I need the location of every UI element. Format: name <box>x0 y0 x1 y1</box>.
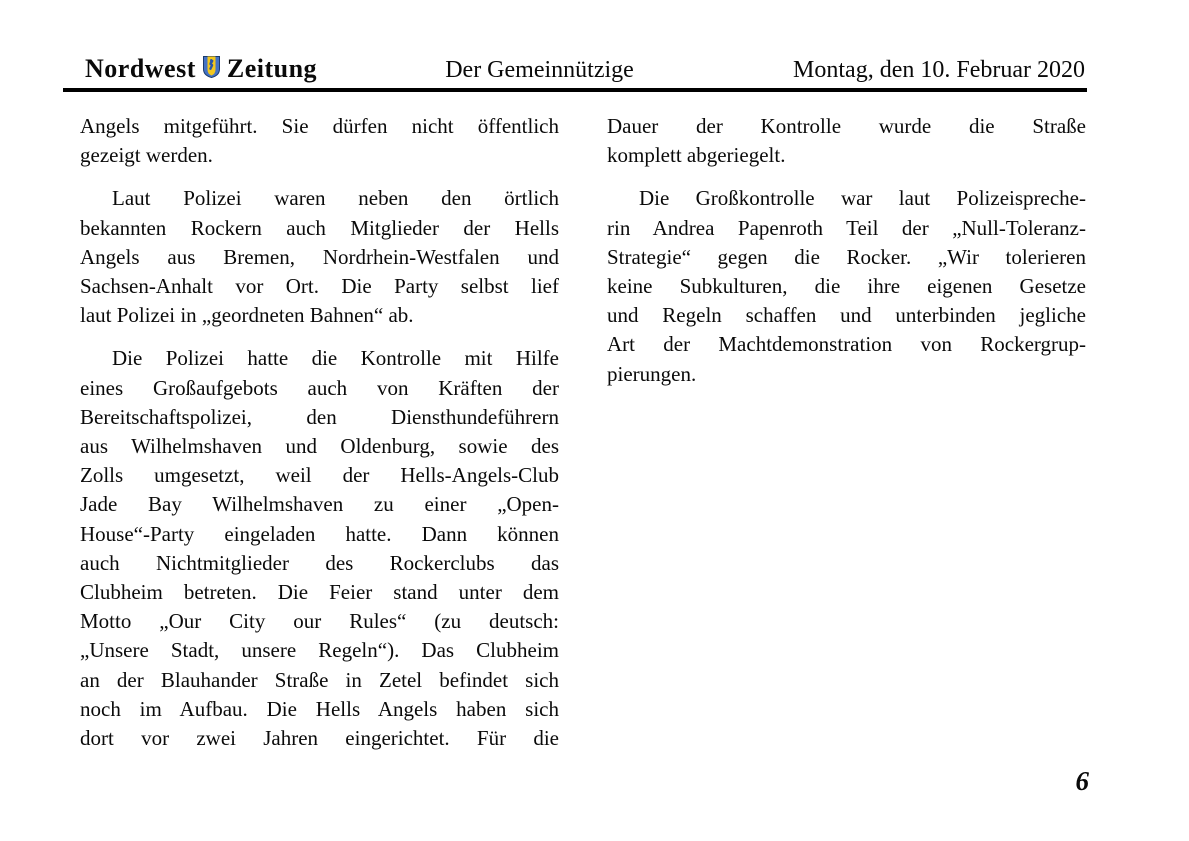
text-line: House“-Party eingeladen hatte. Dann können <box>80 521 559 546</box>
masthead-name-right: Zeitung <box>226 54 318 83</box>
text-line: Angels mitgeführt. Sie dürfen nicht öffentlich <box>80 114 559 138</box>
paragraph <box>80 112 559 170</box>
paragraph <box>607 184 1086 388</box>
article-columns <box>80 112 1086 767</box>
text-line: Jade Bay Wilhelmshaven zu einer „Open- <box>80 492 559 517</box>
text-line: noch im Aufbau. Die Hells Angels haben sich <box>80 696 559 721</box>
text-line: Sachsen-Anhalt vor Ort. Die Party selbst lief <box>80 274 559 299</box>
header-date: Montag, den 10. Februar 2020 <box>793 57 1085 83</box>
paragraph <box>80 184 559 330</box>
paragraph <box>607 112 1086 170</box>
text-line: aus Wilhelmshaven und Oldenburg, sowie des <box>80 434 559 459</box>
text-line: Zolls umgesetzt, weil der Hells-Angels-Club <box>80 463 559 488</box>
text-line: Die Großkontrolle war laut Polizeispreche- <box>639 186 1086 211</box>
text-line: Dauer der Kontrolle wurde die Straße <box>607 114 1086 138</box>
text-line: Strategie“ gegen die Rocker. „Wir tolerieren <box>607 244 1086 269</box>
article-column-left <box>80 112 559 767</box>
text-line: an der Blauhander Straße in Zetel befindet sich <box>80 667 559 692</box>
text-line: keine Subkulturen, die ihre eigenen Gesetze <box>607 274 1086 299</box>
text-line: dort vor zwei Jahren eingerichtet. Für die <box>80 726 559 751</box>
edition-title: Der Gemeinnützige <box>445 57 634 83</box>
text-line: laut Polizei in „geordneten Bahnen“ ab. <box>80 303 414 328</box>
text-line: komplett abgeriegelt. <box>607 143 786 168</box>
text-line: Bereitschaftspolizei, den Diensthundeführern <box>80 404 559 429</box>
text-line: Motto „Our City our Rules“ (zu deutsch: <box>80 609 559 634</box>
text-line: Art der Machtdemonstration von Rockergrup- <box>607 332 1086 357</box>
text-line: Die Polizei hatte die Kontrolle mit Hilfe <box>112 346 559 371</box>
text-line: Laut Polizei waren neben den örtlich <box>112 186 559 211</box>
text-line: auch Nichtmitglieder des Rockerclubs das <box>80 550 559 575</box>
article-column-right <box>607 112 1086 767</box>
text-line: bekannten Rockern auch Mitglieder der Hells <box>80 215 559 240</box>
header-rule-divider <box>63 88 1087 92</box>
masthead-name-left: Nordwest <box>85 54 196 83</box>
text-line: pierungen. <box>607 361 697 386</box>
text-line: Angels aus Bremen, Nordrhein-Westfalen und <box>80 244 559 269</box>
text-line: rin Andrea Papenroth Teil der „Null-Toleranz- <box>607 215 1086 240</box>
text-line: eines Großaufgebots auch von Kräften der <box>80 375 559 400</box>
paragraph <box>80 344 559 753</box>
text-line: Clubheim betreten. Die Feier stand unter dem <box>80 580 559 605</box>
page-number: 6 <box>1075 766 1089 796</box>
text-line: und Regeln schaffen und unterbinden jegliche <box>607 303 1086 328</box>
text-line: gezeigt werden. <box>80 143 213 168</box>
text-line: „Unsere Stadt, unsere Regeln“). Das Clubheim <box>80 638 559 663</box>
